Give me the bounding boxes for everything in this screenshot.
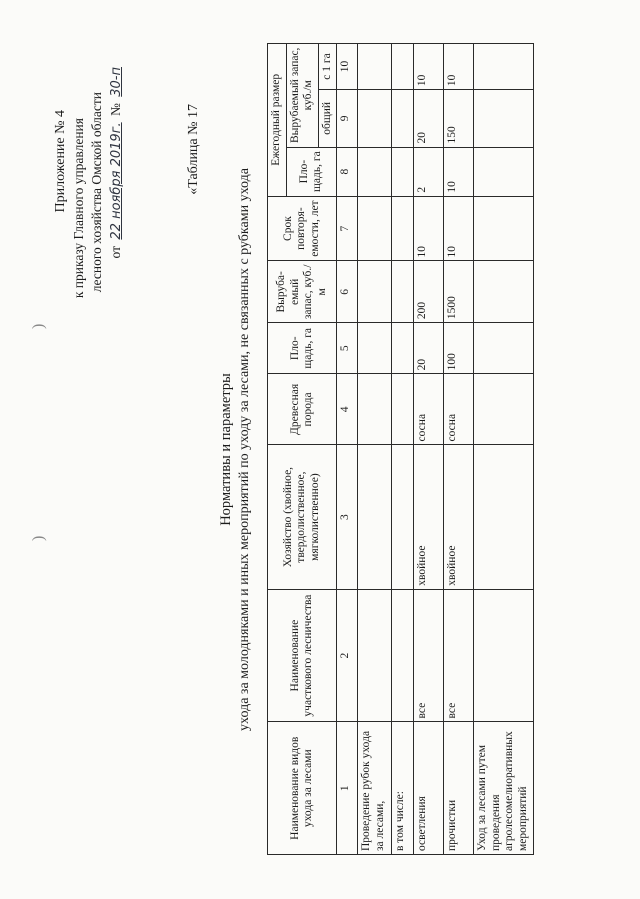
table-cell xyxy=(474,196,534,261)
col-header-annual-size: Ежегодный размер xyxy=(268,44,287,197)
table-cell xyxy=(358,90,392,147)
table-cell: 10 xyxy=(444,196,474,261)
appendix-title: Приложение № 4 xyxy=(53,110,68,213)
table-cell: хвойное xyxy=(444,445,474,589)
table-label: «Таблица № 17 xyxy=(186,104,201,195)
table-row xyxy=(392,44,414,855)
table-cell xyxy=(392,90,414,147)
col-header-forestry: Наименование участкового лесничества xyxy=(268,589,337,722)
table-cell xyxy=(392,445,414,589)
col-header-care-type: Наименование видов ухода за лесами xyxy=(268,722,337,855)
table-cell xyxy=(358,445,392,589)
table-cell: сосна xyxy=(444,374,474,445)
table-cell: все xyxy=(414,589,444,722)
table-cell: 200 xyxy=(414,261,444,323)
column-number: 8 xyxy=(337,147,358,196)
table-cell xyxy=(474,589,534,722)
col-header-species: Древесная порода xyxy=(268,374,337,445)
table-cell xyxy=(474,90,534,147)
table-row xyxy=(358,44,392,855)
table-cell xyxy=(474,261,534,323)
table-cell: 10 xyxy=(414,196,444,261)
handwritten-date: 22 ноября 2019г. xyxy=(109,122,124,240)
table-cell: 1500 xyxy=(444,261,474,323)
norms-table xyxy=(267,43,534,855)
col-header-annual-area: Пло-щадь, га xyxy=(286,147,337,196)
table-row xyxy=(414,44,444,855)
table-cell: 10 xyxy=(444,147,474,196)
column-number: 5 xyxy=(337,323,358,374)
table-cell: 2 xyxy=(414,147,444,196)
column-number: 9 xyxy=(337,90,358,147)
table-cell xyxy=(358,196,392,261)
col-header-repeat-period: Срок повторя-емости, лет xyxy=(268,196,337,261)
table-cell xyxy=(474,44,534,90)
table-cell: прочистки xyxy=(444,722,474,855)
table-cell xyxy=(474,147,534,196)
col-header-economy: Хозяйство (хвойное, твердолиственное, мягколиственное) xyxy=(268,445,337,589)
col-header-stock: Выруба-емый запас, куб./м xyxy=(268,261,337,323)
col-header-stock-total: общий xyxy=(318,90,337,147)
table-cell: 10 xyxy=(444,44,474,90)
column-number: 7 xyxy=(337,196,358,261)
table-cell xyxy=(358,44,392,90)
table-cell: 100 xyxy=(444,323,474,374)
margin-mark: ) xyxy=(30,535,47,541)
table-cell xyxy=(474,374,534,445)
table-cell xyxy=(392,374,414,445)
table-cell: сосна xyxy=(414,374,444,445)
table-cell xyxy=(358,147,392,196)
margin-mark: ) xyxy=(30,323,47,329)
column-number: 6 xyxy=(337,261,358,323)
column-number: 3 xyxy=(337,445,358,589)
table-cell: хвойное xyxy=(414,445,444,589)
column-number: 2 xyxy=(337,589,358,722)
table-cell xyxy=(358,323,392,374)
table-row xyxy=(474,44,534,855)
date-prefix: от xyxy=(108,245,123,259)
table-cell: 10 xyxy=(414,44,444,90)
column-number: 4 xyxy=(337,374,358,445)
table-cell: Уход за лесами путем проведения агролесомелиоративных мероприятий xyxy=(474,722,534,855)
table-cell xyxy=(392,44,414,90)
number-prefix: № xyxy=(108,103,123,116)
table-cell xyxy=(392,589,414,722)
col-header-annual-stock: Вырубаемый запас, куб./м xyxy=(286,44,318,148)
handwritten-number: 30-п xyxy=(109,67,124,97)
column-number: 1 xyxy=(337,722,358,855)
table-cell xyxy=(358,374,392,445)
order-reference: к приказу Главного управления xyxy=(71,118,86,299)
table-cell: все xyxy=(444,589,474,722)
table-cell xyxy=(392,147,414,196)
table-cell xyxy=(474,445,534,589)
table-cell xyxy=(392,323,414,374)
col-header-stock-per-ha: с 1 га xyxy=(318,44,337,90)
order-date-number xyxy=(107,64,125,258)
table-cell: в том числе: xyxy=(392,722,414,855)
table-cell: 150 xyxy=(444,90,474,147)
table-cell xyxy=(358,261,392,323)
table-cell xyxy=(392,196,414,261)
column-number-row xyxy=(337,44,358,855)
table-cell xyxy=(392,261,414,323)
table-cell xyxy=(474,323,534,374)
table-row xyxy=(444,44,474,855)
table-cell: 20 xyxy=(414,323,444,374)
document-subtitle: ухода за молодняками и иных мероприятий по уходу за лесами, не связанных с рубками ухода xyxy=(237,168,252,731)
table-cell: осветления xyxy=(414,722,444,855)
table-cell: 20 xyxy=(414,90,444,147)
department-name: лесного хозяйства Омской области xyxy=(89,92,104,293)
document-title: Нормативы и параметры xyxy=(218,373,234,526)
table-cell: Проведение рубок ухода за лесами, xyxy=(358,722,392,855)
col-header-area: Пло-щадь, га xyxy=(268,323,337,374)
column-number: 10 xyxy=(337,44,358,90)
table-cell xyxy=(358,589,392,722)
table-header-row xyxy=(268,44,287,855)
